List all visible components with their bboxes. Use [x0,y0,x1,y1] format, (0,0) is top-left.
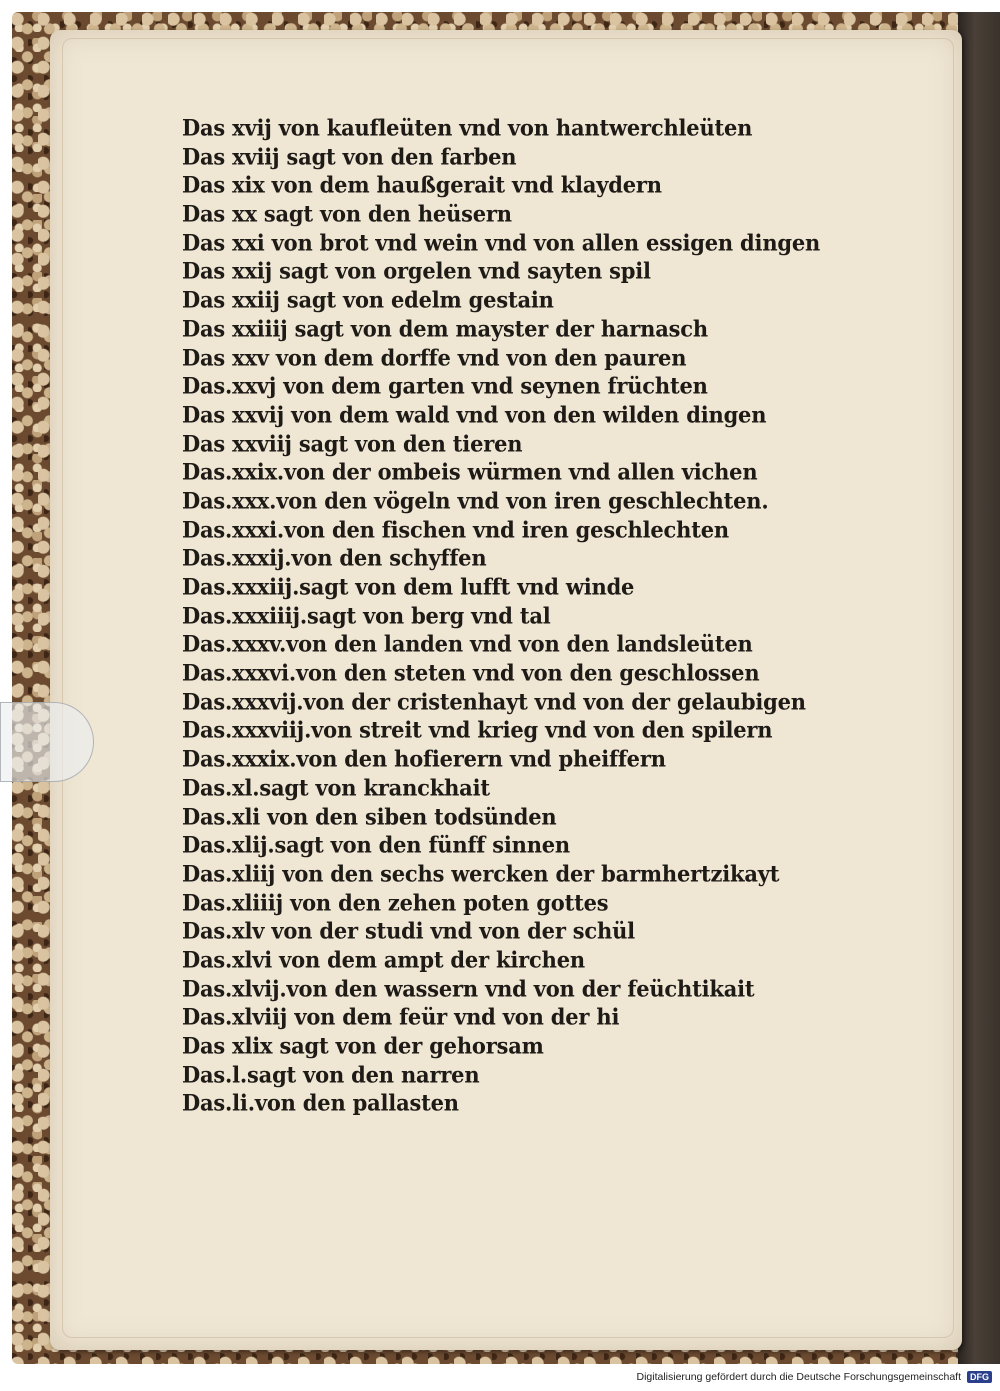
toc-line: Das.xlvi von dem ampt der kirchen [182,946,585,973]
toc-line: Das xx sagt von den heüsern [182,200,512,227]
toc-line: Das xxiiij sagt von dem mayster der harnasch [182,315,708,342]
page-holder-clip [0,702,94,782]
toc-line: Das.xxxiiij.sagt von berg vnd tal [182,602,551,629]
toc-line: Das xxvij von dem wald vnd von den wilden dingen [182,401,767,428]
toc-line: Das.xxxviij.von streit vnd krieg vnd von den spilern [182,716,773,744]
footer-credit: Digitalisierung gefördert durch die Deutsche Forschungsgemeinschaft [636,1371,961,1383]
dfg-logo-icon: DFG [967,1371,992,1383]
toc-line: Das.xxxv.von den landen vnd von den landsleüten [182,630,753,657]
toc-line: Das.xxxix.von den hofierern vnd pheiffern [182,745,666,772]
toc-line: Das.xlv von der studi vnd von der schül [182,917,635,944]
toc-line: Das.xlij.sagt von den fünff sinnen [182,831,570,858]
toc-line: Das.xxvj von dem garten vnd seynen früchten [182,372,708,399]
toc-line: Das.xxix.von der ombeis würmen vnd allen vichen [182,458,758,485]
toc-line: Das xxij sagt von orgelen vnd sayten spil [182,257,651,285]
toc-line: Das xix von dem haußgerait vnd klaydern [182,171,662,198]
toc-line: Das.xli von den siben todsünden [182,802,557,830]
toc-line: Das.l.sagt von den narren [182,1061,480,1088]
table-of-contents [182,114,822,1118]
toc-line: Das.xlviij von dem feür vnd von der hi [182,1003,620,1030]
toc-line: Das xxviij sagt von den tieren [182,429,523,457]
toc-line: Das.xxxvij.von der cristenhayt vnd von der gelaubigen [182,688,806,715]
toc-line: Das xviij sagt von den farben [182,143,517,170]
toc-line: Das xlix sagt von der gehorsam [182,1032,544,1059]
toc-line: Das xxiij sagt von edelm gestain [182,286,554,313]
toc-line: Das xvij von kaufleüten vnd von hantwerchleüten [182,114,753,141]
book-spine-edge [958,12,1000,1364]
digitization-footer [636,1367,992,1387]
toc-line: Das xxv von dem dorffe vnd von den pauren [182,343,687,371]
toc-line: Das xxi von brot vnd wein vnd von allen essigen dingen [182,229,821,256]
toc-line: Das.xxxiij.sagt von dem lufft vnd winde [182,573,635,600]
toc-line: Das.xliij von den sechs wercken der barmhertzikayt [182,860,780,887]
toc-line: Das.xxxij.von den schyffen [182,544,487,571]
toc-line: Das.xxxi.von den fischen vnd iren geschlechten [182,515,729,543]
toc-line: Das.xl.sagt von kranckhait [182,774,490,801]
toc-line: Das.xlvij.von den wassern vnd von der feüchtikait [182,974,755,1002]
toc-line: Das.xxxvi.von den steten vnd von den geschlossen [182,659,760,686]
toc-line: Das.xliiij von den zehen poten gottes [182,888,609,916]
toc-line: Das.xxx.von den vögeln vnd von iren geschlechten. [182,487,769,514]
toc-line: Das.li.von den pallasten [182,1089,459,1116]
